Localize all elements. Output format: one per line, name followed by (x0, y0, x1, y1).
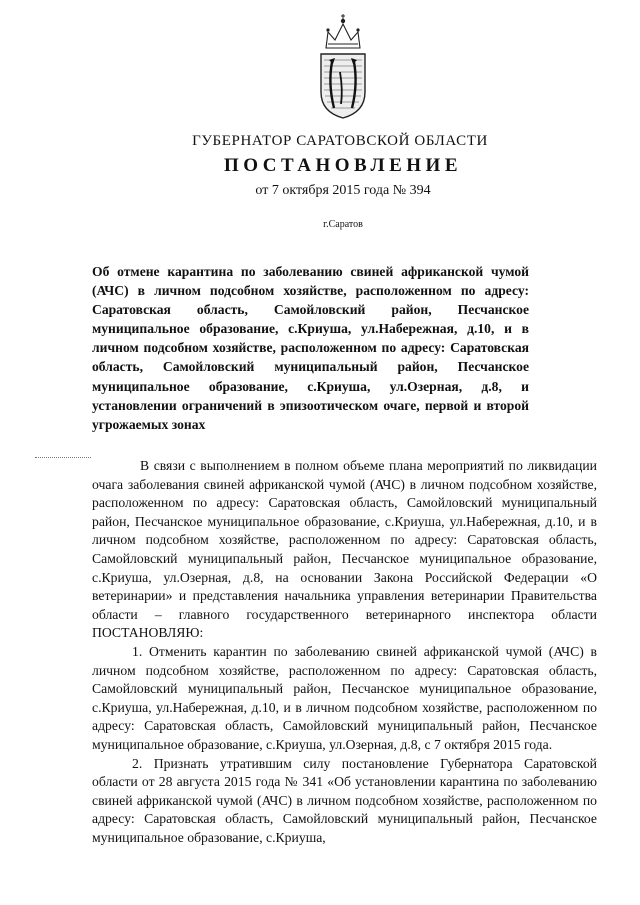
document-type: ПОСТАНОВЛЕНИЕ (223, 155, 463, 176)
document-date-number: от 7 октября 2015 года № 394 (255, 183, 431, 198)
document-body (92, 457, 597, 847)
issuer-title: ГУБЕРНАТОР САРАТОВСКОЙ ОБЛАСТИ (192, 133, 488, 149)
document-subject: Об отмене карантина по заболеванию свиней африканской чумой (АЧС) в личном подсобном хозяйстве, расположенном по адресу: Саратовская область, Самойловский район, Песчанское муниципальное образование, с.Криуша, ул.Набережная, д.10, и в личном подсобном хозяйстве, расположенном по адресу: Саратовская область, Самойловский муниципальный район, Песчанское муниципальное образование, с.Криуша, ул.Озерная, д.8, и установлении ограничений в эпизоотическом очаге, первой и второй угрожаемых зонах (92, 264, 529, 432)
document-city: г.Саратов (323, 219, 363, 230)
saratov-coat-of-arms-icon (314, 12, 372, 120)
margin-mark (35, 457, 91, 460)
item-1-paragraph: 1. Отменить карантин по заболеванию свиней африканской чумой (АЧС) в личном подсобном хозяйстве, расположенном по адресу: Саратовская область, Самойловский муниципальный район, Песчанское муниципальное образование, с.Криуша, ул.Набережная, д.10, и в личном подсобном хозяйстве, расположенном по адресу: Саратовская область, Самойловский муниципальный район, Песчанское муниципальное образование, с.Криуша, ул.Озерная, д.8, с 7 октября 2015 года. (92, 643, 597, 752)
preamble-paragraph: В связи с выполнением в полном объеме плана мероприятий по ликвидации очага заболевания свиней африканской чумой (АЧС) в личном подсобном хозяйстве, расположенном по адресу: Саратовская область, Самойловский муниципальный район, Песчанское муниципальное образование, с.Криуша, ул.Набережная, д.10, и в личном подсобном хозяйстве, расположенном по адресу: Саратовская область, Самойловский муниципальный район, Песчанское муниципальное образование, с.Криуша, ул.Озерная, д.8, на основании Закона Российской Федерации «О ветеринарии» и представления начальника управления ветеринарии Правительства области – главного государственного ветеринарного инспектора области ПОСТАНОВЛЯЮ: (92, 458, 597, 641)
item-2-paragraph: 2. Признать утратившим силу постановление Губернатора Саратовской области от 28 августа 2015 года № 341 «Об установлении карантина по заболеванию свиней африканской чумой (АЧС) в личном подсобном хозяйстве, расположенном по адресу: Саратовская область, Самойловский муниципальный район, Песчанское муниципальное образование, с.Криуша, (92, 755, 597, 845)
